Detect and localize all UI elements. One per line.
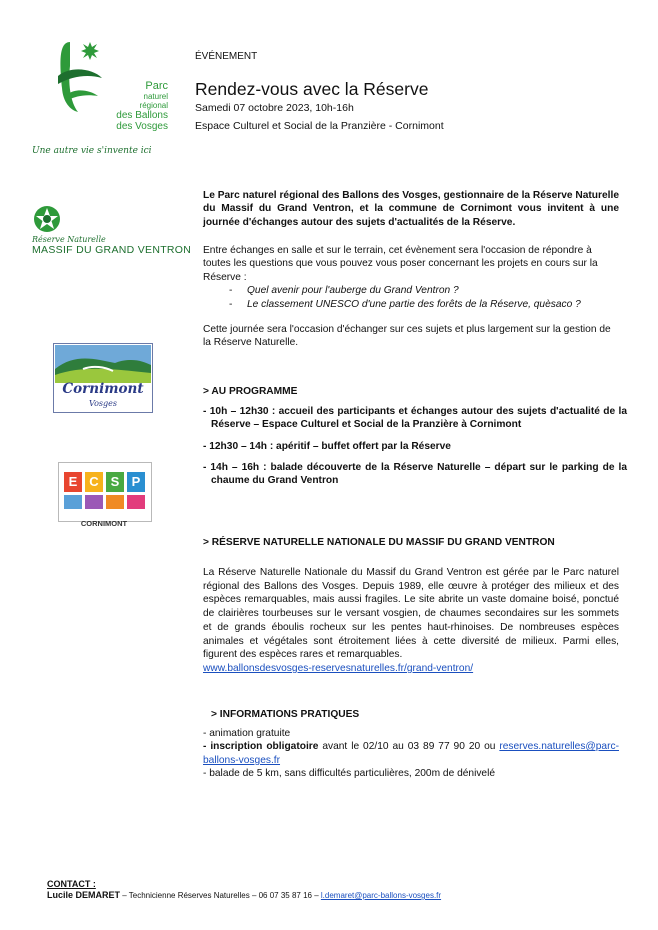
event-place: Espace Culturel et Social de la Pranzière - Cornimont	[195, 120, 444, 132]
info-registration-label: - inscription obligatoire	[203, 741, 319, 753]
question-item: - Quel avenir pour l'auberge du Grand Ventron ?	[203, 284, 619, 297]
parc-slogan: Une autre vie s'invente ici	[32, 146, 152, 156]
ecsp-letter: P	[127, 472, 145, 492]
reserve-text: La Réserve Naturelle Nationale du Massif du Grand Ventron est gérée par le Parc naturel régional des Ballons des Vosges. Depuis 1989, elle œuvre à protéger des milieux et des espèces remarquables, mais aussi fragiles. Le site abrite un vaste domaine boisé, ponctué de clairières tourbeuses sur le versant vosgien, de chaumes secondaires sur les sommets et de grands éboulis rocheux sur les pentes haut-rhinoises. De nombreuses espèces animales et végétales sont étroitement liées à cette diversité de milieux. Parmi elles, figurent des espèces rares et remarquables.	[203, 567, 619, 661]
ecsp-letter: C	[85, 472, 103, 492]
event-label: ÉVÉNEMENT	[195, 51, 258, 62]
reserve-emblem-icon	[32, 204, 62, 234]
cornimont-logo	[53, 343, 153, 413]
page-title: Rendez-vous avec la Réserve	[195, 79, 429, 99]
reserve-heading: > RÉSERVE NATURELLE NATIONALE DU MASSIF DU GRAND VENTRON	[203, 537, 555, 548]
ecsp-caption: CORNIMONT	[80, 519, 128, 528]
event-header	[195, 51, 635, 133]
contact-line	[47, 890, 607, 901]
programme-heading: > AU PROGRAMME	[203, 386, 298, 397]
info-registration	[203, 740, 619, 767]
parc-name-line: naturel	[143, 92, 168, 101]
intro-text: Entre échanges en salle et sur le terrain, cet évènement sera l'occasion de répondre à toutes les questions que vous pouvez vous poser concernant les projets en cours sur la Réserve :	[203, 245, 598, 283]
contact-block	[47, 879, 607, 901]
intro-closing: Cette journée sera l'occasion d'échanger sur ces sujets et plus largement sur la gestion de la Réserve Naturelle.	[203, 324, 611, 349]
infos-heading: > INFORMATIONS PRATIQUES	[211, 709, 360, 720]
parc-name-line: des Ballons	[116, 110, 168, 122]
info-walk: - balade de 5 km, sans difficultés particulières, 200m de dénivelé	[203, 768, 496, 780]
intro-bold: Le Parc naturel régional des Ballons des Vosges, gestionnaire de la Réserve Naturelle du Massif du Grand Ventron, et la commune de Cornimont vous invitent à une journée d'échanges autour des sujets d'actualités de la Réserve.	[203, 190, 619, 228]
parc-name-line: Parc	[145, 80, 168, 92]
event-date: Samedi 07 octobre 2023, 10h-16h	[195, 102, 354, 114]
info-registration-text: avant le 02/10 au 03 89 77 90 20 ou	[318, 741, 500, 753]
reserve-logo-line1: Réserve Naturelle	[32, 235, 106, 244]
ecsp-letter: E	[64, 472, 82, 492]
ecsp-letter: S	[106, 472, 124, 492]
contact-role: – Technicienne Réserves Naturelles – 06 07 35 87 16 –	[120, 891, 321, 900]
intro-paragraph	[203, 244, 619, 311]
parc-name-line: régional	[139, 101, 168, 111]
programme-item: - 14h – 16h : balade découverte de la Réserve Naturelle – départ sur le parking de la chaume du Grand Ventron	[203, 462, 627, 487]
contact-name: Lucile DEMARET	[47, 890, 121, 900]
ecsp-puzzle-icon	[64, 495, 145, 509]
reserve-logo-line2: MASSIF DU GRAND VENTRON	[32, 244, 192, 256]
ecsp-logo	[58, 462, 150, 530]
reserve-logo	[30, 204, 192, 256]
reserve-link[interactable]: www.ballonsdesvosges-reservesnaturelles.fr/grand-ventron/	[203, 663, 474, 674]
contact-label: CONTACT :	[47, 879, 96, 889]
parc-name-line: des Vosges	[116, 121, 168, 133]
registration-email-link[interactable]: reserves.naturelles@parc-ballons-vosges.fr	[203, 741, 619, 766]
cornimont-sub: Vosges	[89, 399, 117, 408]
parc-logo	[32, 36, 170, 161]
contact-email-link[interactable]: l.demaret@parc-ballons-vosges.fr	[320, 891, 442, 900]
question-item: - Le classement UNESCO d'une partie des forêts de la Réserve, quèsaco ?	[203, 298, 619, 311]
question-list	[203, 284, 619, 311]
infos-block	[203, 727, 619, 781]
info-free: - animation gratuite	[203, 728, 291, 739]
cornimont-name: Cornimont	[62, 381, 144, 397]
programme-item: - 10h – 12h30 : accueil des participants et échanges autour des sujets d'actualité de la Réserve – Espace Culturel et Social de la Pranzière à Cornimont	[203, 406, 627, 431]
programme-item: - 12h30 – 14h : apéritif – buffet offert par la Réserve	[203, 441, 451, 452]
